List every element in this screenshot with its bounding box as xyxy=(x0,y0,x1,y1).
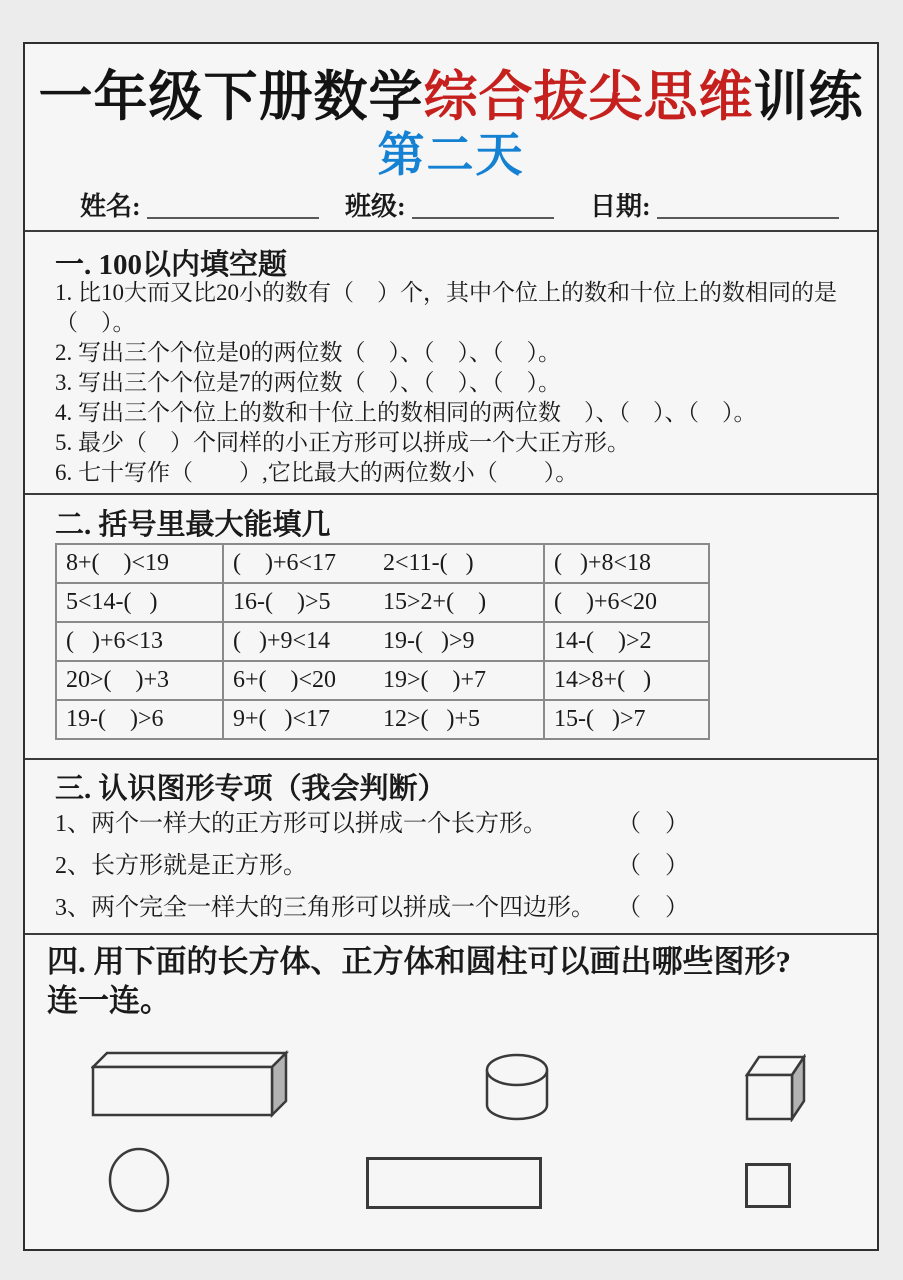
section3-items xyxy=(55,808,855,934)
expression-cell: 8+( )<19 xyxy=(56,544,223,583)
circle-shape xyxy=(107,1146,171,1214)
title-part-red: 综合拔尖思维 xyxy=(423,67,754,127)
expression: 9+( )<17 xyxy=(233,706,331,732)
expression-cell: ( )+6<20 xyxy=(544,583,709,622)
expression-cell: ( )+6<13 xyxy=(56,622,223,661)
expression: 15>2+( ) xyxy=(383,589,487,615)
judge-text: 1、两个一样大的正方形可以拼成一个长方形。 xyxy=(55,811,547,837)
section4-heading-line2: 连一连。 xyxy=(47,983,171,1018)
fill-in-question: 5. 最少（ ）个同样的小正方形可以拼成一个大正方形。 xyxy=(55,430,630,455)
table-row xyxy=(56,700,709,739)
expression-cell: 19-( )>6 xyxy=(56,700,223,739)
judge-text: 2、长方形就是正方形。 xyxy=(55,853,307,879)
title-part-black-1: 一年级下册数学 xyxy=(38,67,424,127)
header-fields-row xyxy=(25,186,877,232)
section1-items xyxy=(55,278,857,488)
name-blank-line xyxy=(147,193,319,219)
fill-in-question: 6. 七十写作（ ）,它比最大的两位数小（ ）。 xyxy=(55,460,579,485)
cylinder-shape xyxy=(485,1052,549,1122)
section-divider xyxy=(25,493,877,495)
judge-answer-blank: （ ） xyxy=(617,811,689,837)
date-field xyxy=(590,186,839,223)
section2-heading: 二. 括号里最大能填几 xyxy=(55,509,331,541)
shape-matching-area xyxy=(25,1044,877,1244)
section-divider xyxy=(25,758,877,760)
class-label: 班级: xyxy=(345,192,406,221)
section1-heading: 一. 100以内填空题 xyxy=(55,249,288,281)
section-divider xyxy=(25,933,877,935)
judge-answer-blank: （ ） xyxy=(617,895,689,921)
judge-answer-blank: （ ） xyxy=(617,853,689,879)
table-row xyxy=(56,583,709,622)
expression-cell-double xyxy=(223,700,544,739)
expression-cell: 14>8+( ) xyxy=(544,661,709,700)
date-label: 日期: xyxy=(590,192,651,221)
judge-text: 3、两个完全一样大的三角形可以拼成一个四边形。 xyxy=(55,895,595,921)
judge-question xyxy=(55,808,855,850)
fill-in-question: 1. 比10大而又比20小的数有（ ）个，其中个位上的数和十位上的数相同的是（ ）。 xyxy=(55,280,837,335)
worksheet-page xyxy=(23,42,879,1251)
judge-question xyxy=(55,892,855,934)
fill-in-question: 4. 写出三个个位上的数和十位上的数相同的两位数 ）、（ ）、（ ）。 xyxy=(55,400,757,425)
expression-cell: ( )+8<18 xyxy=(544,544,709,583)
section4-heading xyxy=(47,942,791,1020)
max-fill-table-wrap xyxy=(55,543,710,740)
expression-cell-double xyxy=(223,661,544,700)
expression-cell: 14-( )>2 xyxy=(544,622,709,661)
table-row xyxy=(56,622,709,661)
table-row xyxy=(56,544,709,583)
class-field xyxy=(345,186,554,223)
expression-cell-double xyxy=(223,544,544,583)
class-blank-line xyxy=(412,193,554,219)
name-label: 姓名: xyxy=(80,192,141,221)
date-blank-line xyxy=(657,193,839,219)
expression-cell: 15-( )>7 xyxy=(544,700,709,739)
expression-cell: 20>( )+3 xyxy=(56,661,223,700)
rectangle-shape xyxy=(366,1157,542,1209)
expression: ( )+9<14 xyxy=(233,628,331,654)
section-divider xyxy=(25,230,877,232)
worksheet-subtitle: 第二天 xyxy=(377,128,525,181)
cube-shape xyxy=(744,1054,806,1122)
square-shape xyxy=(745,1163,791,1208)
table-row xyxy=(56,661,709,700)
expression-cell-double xyxy=(223,622,544,661)
expression: 19>( )+7 xyxy=(383,667,487,693)
judge-question xyxy=(55,850,855,892)
title-part-black-2: 训练 xyxy=(753,67,864,127)
section3-heading: 三. 认识图形专项（我会判断） xyxy=(55,773,447,805)
expression: 6+( )<20 xyxy=(233,667,337,693)
fill-in-question: 2. 写出三个个位是0的两位数（ ）、（ ）、（ ）。 xyxy=(55,340,561,365)
expression: 2<11-( ) xyxy=(383,550,474,576)
fill-in-question: 3. 写出三个个位是7的两位数（ ）、（ ）、（ ）。 xyxy=(55,370,561,395)
expression: 19-( )>9 xyxy=(383,628,475,654)
name-field xyxy=(80,186,319,223)
expression: ( )+6<17 xyxy=(233,550,337,576)
expression: 16-( )>5 xyxy=(233,589,331,615)
section4-heading-line1: 四. 用下面的长方体、正方体和圆柱可以画出哪些图形? xyxy=(47,944,791,979)
expression: 12>( )+5 xyxy=(383,706,481,732)
max-fill-table xyxy=(55,543,710,740)
cuboid-shape xyxy=(91,1050,293,1120)
expression-cell-double xyxy=(223,583,544,622)
expression-cell: 5<14-( ) xyxy=(56,583,223,622)
